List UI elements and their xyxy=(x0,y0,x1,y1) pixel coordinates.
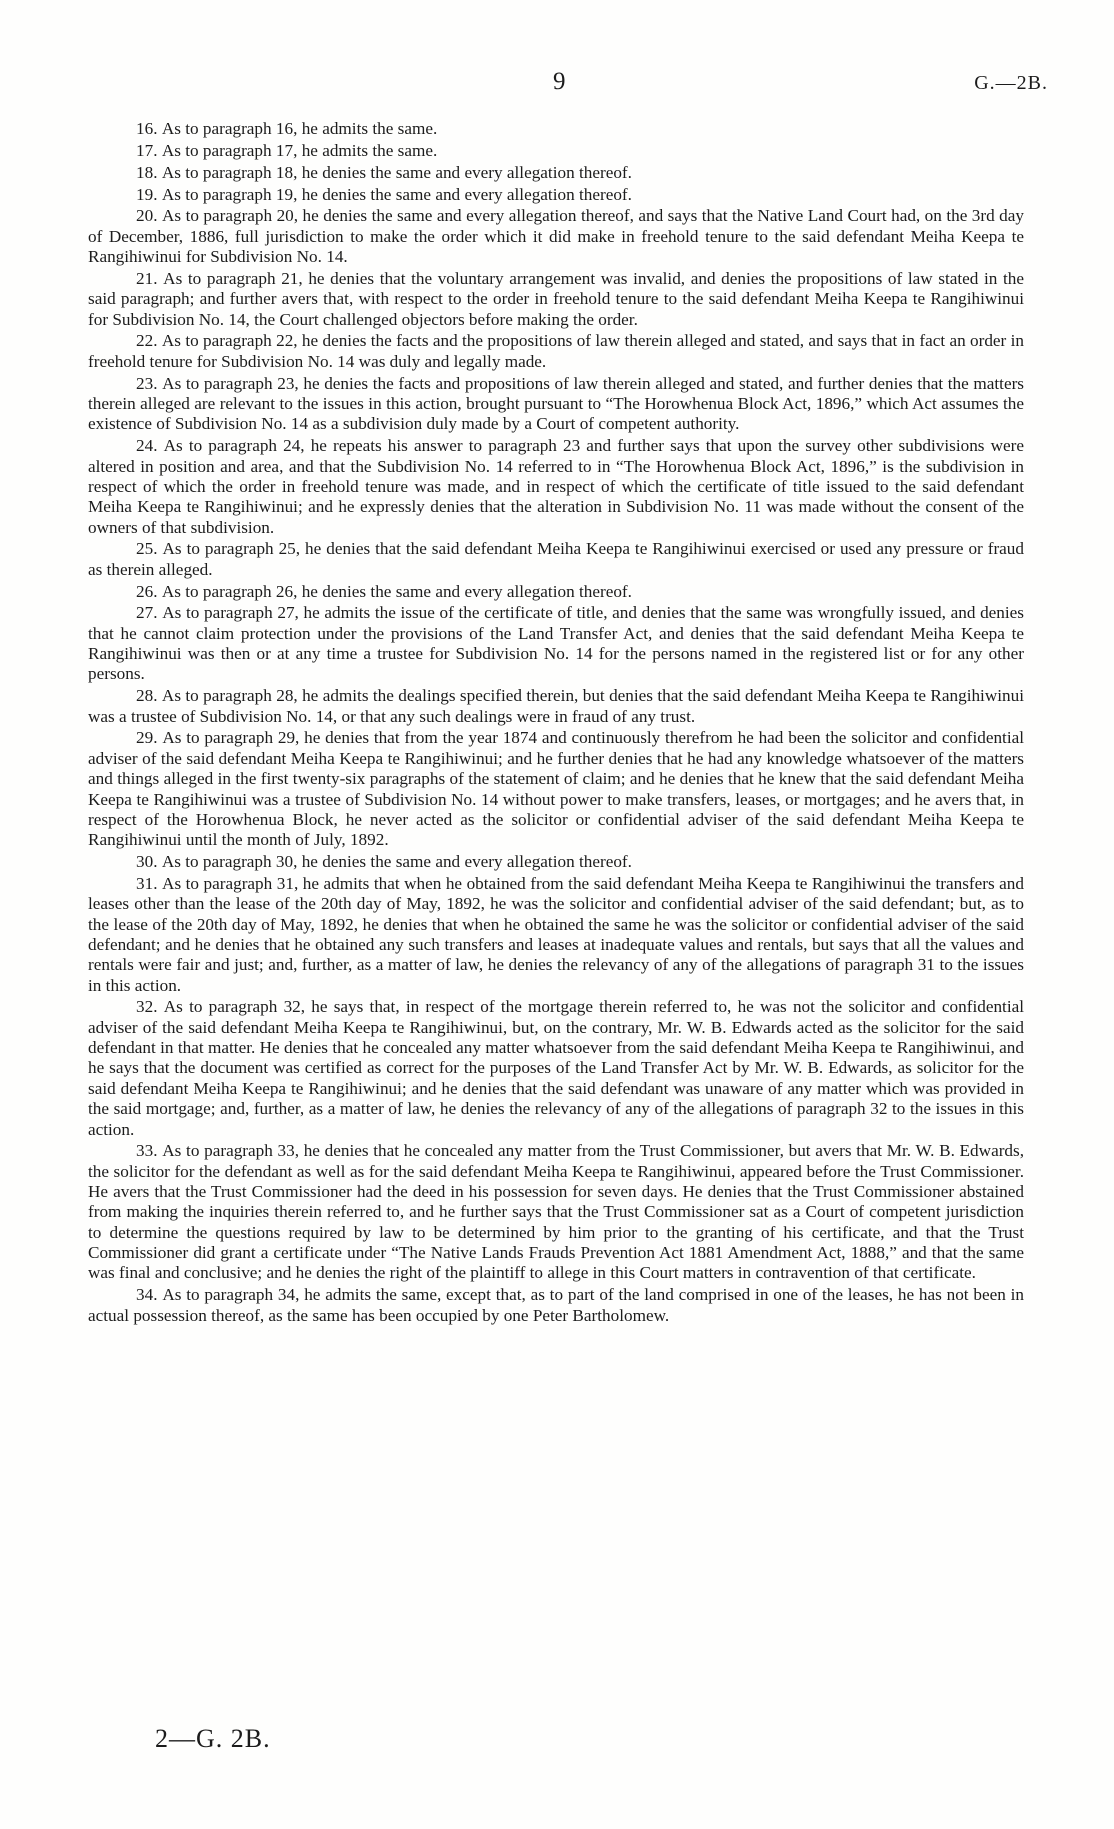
paragraph-text: As to paragraph 28, he admits the dealings specified therein, but denies that the said defendant Meiha Keepa te Rangihiwinui was a trustee of Subdivision No. 14, or that any such dealings were in fraud of any trust. xyxy=(88,686,1024,726)
paragraph-text: As to paragraph 32, he says that, in respect of the mortgage therein referred to, he was not the solicitor and confidential adviser of the said defendant Meiha Keepa te Rangihiwinui, but, on the contrary, Mr. W. B. Edwards acted as the solicitor for the said defendant in that matter. He denies that he concealed any matter whatsoever from the said defendant Meiha Keepa te Rangihiwinui, and he says that the document was certified as correct for the purposes of the Land Transfer Act by Mr. W. B. Edwards, as solicitor for the said defendant Meiha Keepa te Rangihiwinui; and he denies that the said defendant was unaware of any matter which was provided in the said mortgage; and, further, as a matter of law, he denies the relevancy of any of the allegations of paragraph 32 to the issues in this action. xyxy=(88,997,1024,1139)
paragraph-number: 24. xyxy=(136,436,158,456)
paragraph xyxy=(88,874,1024,996)
paragraph xyxy=(88,1285,1024,1326)
paragraph-number: 26. xyxy=(136,581,158,601)
paragraph xyxy=(88,997,1024,1139)
document-reference: G.—2B. xyxy=(974,72,1048,94)
paragraph xyxy=(88,436,1024,538)
page-number: 9 xyxy=(553,68,566,95)
paragraph xyxy=(88,269,1024,330)
paragraph xyxy=(88,119,1024,139)
paragraph xyxy=(88,206,1024,267)
paragraph-number: 16. xyxy=(136,119,158,138)
document-body xyxy=(88,119,1024,1327)
paragraph xyxy=(88,141,1024,161)
paragraph-number: 25. xyxy=(136,539,158,559)
paragraph xyxy=(88,582,1024,602)
paragraph-text: As to paragraph 33, he denies that he concealed any matter from the Trust Commissioner, but avers that Mr. W. B. Edwards, the solicitor for the defendant as well as for the said defendant Meiha Keepa te Rangihiwinui, appeared before the Trust Commissioner. He avers that the Trust Commissioner had the deed in his possession for seven days. He denies that the Trust Commissioner abstained from making the inquiries therein referred to, and he further says that the Trust Commissioner sat as a Court of competent jurisdiction to determine the questions required by law to be determined by him prior to the granting of his certificate, and that the Trust Commissioner did grant a certificate under “The Native Lands Frauds Prevention Act 1881 Amendment Act, 1888,” and that the same was final and conclusive; and he denies the right of the plaintiff to allege in this Court matters in contravention of that certificate. xyxy=(88,1141,1024,1283)
paragraph-text: As to paragraph 31, he admits that when he obtained from the said defendant Meiha Keepa te Rangihiwinui the transfers and leases other than the lease of the 20th day of May, 1892, he was the solicitor and confidential adviser of the said defendant; but, as to the lease of the 20th day of May, 1892, he denies that when he obtained the same he was the solicitor or confidential adviser of the said defendant; and he denies that he obtained any such transfers and leases at inadequate values and rentals, but says that all the values and rentals were fair and just; and, further, as a matter of law, he denies the relevancy of any of the allegations of paragraph 31 to the issues in this action. xyxy=(88,873,1024,995)
paragraph xyxy=(88,331,1024,372)
paragraph-text: As to paragraph 19, he denies the same and every allegation thereof. xyxy=(161,184,632,204)
paragraph-number: 23. xyxy=(136,373,158,393)
sheet-signature: 2—G. 2B. xyxy=(155,1724,271,1753)
paragraph-text: As to paragraph 34, he admits the same, except that, as to part of the land comprised in one of the leases, he has not been in actual possession thereof, as the same has been occupied by one Peter Bartholomew. xyxy=(88,1285,1024,1325)
paragraph-number: 28. xyxy=(136,686,158,706)
paragraph-text: As to paragraph 17, he admits the same. xyxy=(161,140,438,160)
paragraph-number: 30. xyxy=(136,852,158,872)
paragraph-text: As to paragraph 18, he denies the same and every allegation thereof. xyxy=(161,162,632,182)
paragraph-number: 34. xyxy=(136,1285,158,1305)
paragraph-number: 29. xyxy=(136,728,158,748)
paragraph-number: 18. xyxy=(136,162,158,182)
paragraph-text: As to paragraph 23, he denies the facts and propositions of law therein alleged and stated, and further denies that the matters therein alleged are relevant to the issues in this action, brought pursuant to “The Horowhenua Block Act, 1896,” which Act assumes the existence of Subdivision No. 14 as a subdivision duly made by a Court of competent authority. xyxy=(88,373,1024,434)
paragraph-number: 21. xyxy=(136,268,158,288)
paragraph xyxy=(88,185,1024,205)
paragraph xyxy=(88,603,1024,684)
paragraph-text: As to paragraph 30, he denies the same and every allegation thereof. xyxy=(161,852,632,872)
paragraph-number: 31. xyxy=(136,873,158,893)
paragraph-text: As to paragraph 29, he denies that from the year 1874 and continuously therefrom he had been the solicitor and confidential adviser of the said defendant Meiha Keepa te Rangihiwinui; and he further denies that he had any knowledge whatsoever of the matters and things alleged in the first twenty-six paragraphs of the statement of claim; and he denies that he knew that the said defendant Meiha Keepa te Rangihiwinui was a trustee of Subdivision No. 14 without power to make transfers, leases, or mortgages; and he avers that, in respect of the Horowhenua Block, he never acted as the solicitor or confidential adviser of the said defendant Meiha Keepa te Rangihiwinui until the month of July, 1892. xyxy=(88,728,1024,850)
paragraph-text: As to paragraph 16, he admits the same. xyxy=(161,119,438,138)
paragraph-text: As to paragraph 25, he denies that the said defendant Meiha Keepa te Rangihiwinui exercised or used any pressure or fraud as therein alleged. xyxy=(88,539,1024,579)
paragraph-number: 17. xyxy=(136,140,158,160)
paragraph xyxy=(88,686,1024,727)
paragraph xyxy=(88,539,1024,580)
paragraph xyxy=(88,374,1024,435)
paragraph-text: As to paragraph 20, he denies the same and every allegation thereof, and says that the Native Land Court had, on the 3rd day of December, 1886, full jurisdiction to make the order which it did make in freehold tenure to the said defendant Meiha Keepa te Rangihiwinui for Subdivision No. 14. xyxy=(88,206,1024,267)
paragraph-text: As to paragraph 26, he denies the same and every allegation thereof. xyxy=(161,581,632,601)
paragraph-number: 19. xyxy=(136,184,158,204)
paragraph xyxy=(88,728,1024,850)
paragraph-text: As to paragraph 24, he repeats his answer to paragraph 23 and further says that upon the survey other subdivisions were altered in position and area, and that the Subdivision No. 14 referred to in “The Horowhenua Block Act, 1896,” is the subdivision in respect of which the order in freehold tenure was made, and in respect of which the certificate of title issued to the said defendant Meiha Keepa te Rangihiwinui; and he expressly denies that the alteration in Subdivision No. 11 was made without the consent of the owners of that subdivision. xyxy=(88,436,1024,537)
paragraph-text: As to paragraph 22, he denies the facts and the propositions of law therein alleged and stated, and says that in fact an order in freehold tenure for Subdivision No. 14 was duly and legally made. xyxy=(88,331,1024,371)
paragraph xyxy=(88,163,1024,183)
paragraph-number: 33. xyxy=(136,1141,158,1161)
paragraph-text: As to paragraph 21, he denies that the voluntary arrangement was invalid, and denies the propositions of law stated in the said paragraph; and further avers that, with respect to the order in freehold tenure to the said defendant Meiha Keepa te Rangihiwinui for Subdivision No. 14, the Court challenged objectors before making the order. xyxy=(88,268,1024,329)
paragraph xyxy=(88,1141,1024,1283)
paragraph-number: 32. xyxy=(136,997,158,1017)
paragraph-number: 20. xyxy=(136,206,158,226)
paragraph xyxy=(88,852,1024,872)
paragraph-number: 27. xyxy=(136,603,158,623)
paragraph-number: 22. xyxy=(136,331,158,351)
paragraph-text: As to paragraph 27, he admits the issue of the certificate of title, and denies that the same was wrongfully issued, and denies that he cannot claim protection under the provisions of the Land Transfer Act, and denies that the said defendant Meiha Keepa te Rangihiwinui was then or at any time a trustee for Subdivision No. 14 for the persons named in the registered list or for any other persons. xyxy=(88,603,1024,684)
